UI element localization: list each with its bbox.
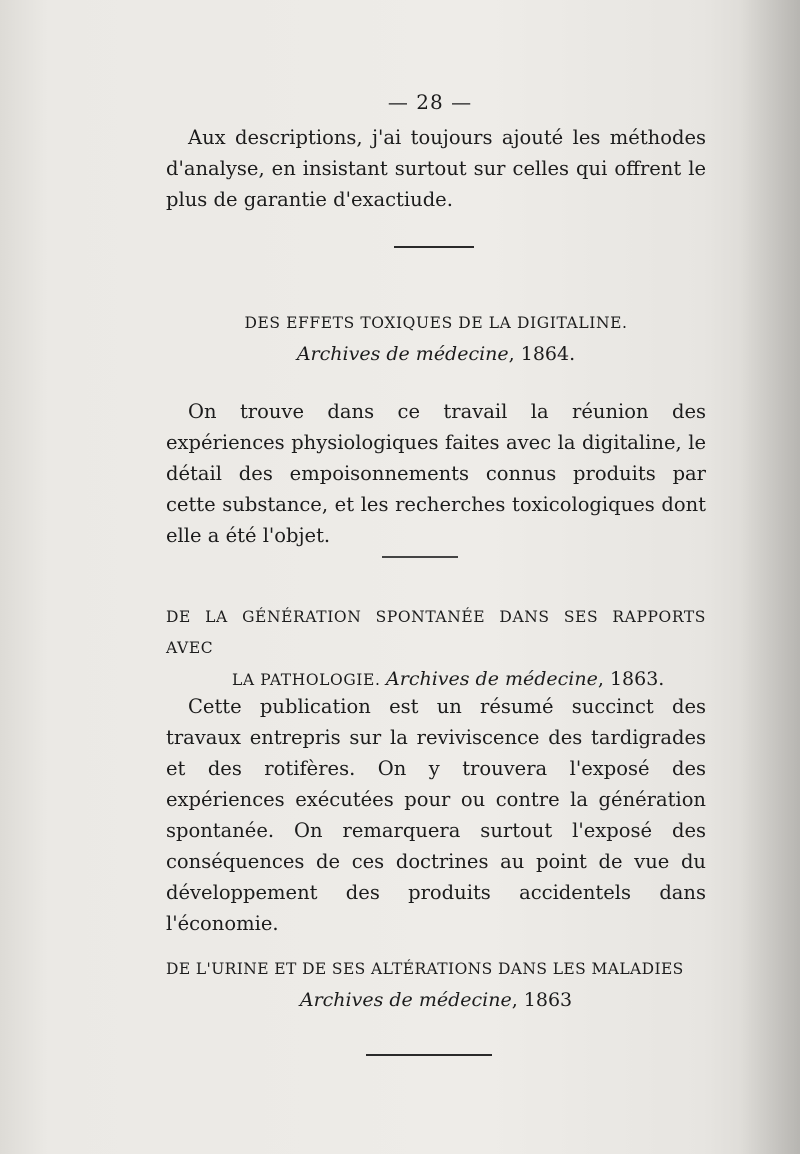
entry-3-title: DE L'URINE ET DE SES ALTÉRATIONS DANS LES MALADIES bbox=[166, 960, 684, 978]
entry-1-year: , 1864. bbox=[508, 343, 576, 365]
page-number: — 28 — bbox=[387, 90, 473, 114]
entry-2-heading bbox=[166, 602, 706, 696]
entry-3-citation bbox=[166, 985, 706, 1017]
binding-shadow bbox=[740, 0, 800, 1154]
intro-paragraph bbox=[166, 122, 706, 215]
entry-2-title-line1: DE LA GÉNÉRATION SPONTANÉE DANS SES RAPPORTS AVEC bbox=[166, 608, 706, 657]
entry-1-body-text: On trouve dans ce travail la réunion des expériences physiologiques faites avec la digitaline, le détail des empoisonnements connus produits par cette substance, et les recherches toxicologiques dont elle a été l'objet. bbox=[166, 400, 706, 547]
separator-rule bbox=[382, 556, 458, 558]
entry-2-body-text: Cette publication est un résumé succinct des travaux entrepris sur la reviviscence des tardigrades et des rotifères. On y trouvera l'exposé des expériences exécutées pour ou contre la génération spontanée. On remarquera surtout l'exposé des conséquences de ces doctrines au point de vue du développement des produits accidentels dans l'économie. bbox=[166, 695, 706, 935]
entry-2-year: , 1863. bbox=[597, 668, 665, 690]
entry-2-title-line2: LA PATHOLOGIE. bbox=[232, 671, 381, 689]
entry-3-source: Archives de médecine bbox=[299, 989, 512, 1011]
entry-2-body bbox=[166, 691, 706, 939]
entry-1-body bbox=[166, 396, 706, 551]
separator-rule bbox=[366, 1054, 492, 1056]
entry-1-source: Archives de médecine bbox=[296, 343, 509, 365]
entry-1-citation bbox=[166, 339, 706, 371]
entry-1-title: DES EFFETS TOXIQUES DE LA DIGITALINE. bbox=[244, 314, 628, 332]
entry-2-source: Archives de médecine bbox=[386, 668, 598, 690]
separator-rule bbox=[394, 246, 474, 248]
entry-3-heading bbox=[166, 954, 706, 1017]
entry-1-heading bbox=[166, 308, 706, 371]
entry-3-year: , 1863 bbox=[511, 989, 573, 1011]
intro-text: Aux descriptions, j'ai toujours ajouté les méthodes d'analyse, en insistant surtout sur celles qui offrent le plus de garantie d'exactiude. bbox=[166, 126, 706, 211]
